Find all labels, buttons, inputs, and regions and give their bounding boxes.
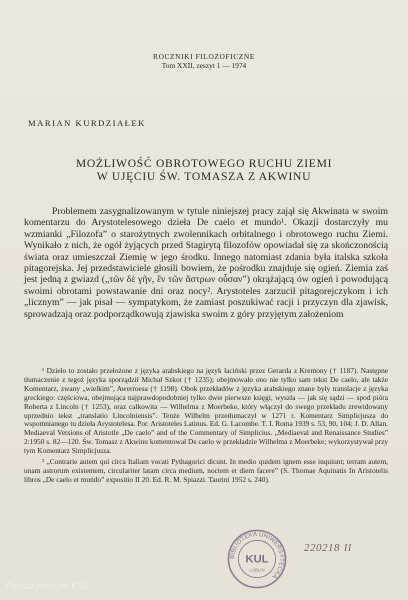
article-title-line-2: W UJĘCIU ŚW. TOMASZA Z AKWINU (96, 170, 312, 183)
journal-volume: Tom XXII, zeszyt 1 — 1974 (161, 61, 247, 70)
stamp-center-text: KUL (245, 553, 269, 566)
article-body (24, 206, 388, 320)
footnote-1: ¹ Dzieło to zostało przełożone z języka arabskiego na język łaciński przez Gerarda z Kremony († 1187). Następne tłumaczenie z tegoż języka sporządził Michał Szkot († 1235); obejmowało ono nie tylko sam tekst De caelo, ale także Komentarz, zwany „wielkim”, Awerroesa († 1198). Obok przekładów z języka arabskiego znane były translacje z języka greckiego: częściowa, obejmująca najprawdopodobniej tylko dwie pierwsze księgi, wyszła — jak się sądzi — spod pióra Roberta z Lincoln († 1253), oraz całkowita — Wilhelma z Moerbeke, który włączył do swego przekładu zrewidowany uprzednio tekst „translatio Lincolniensis”. Tenże Wilhelm przetłumaczył w 1271 r. Komentarz Simplicjusza do wspomnianego tu dzieła Arystotelesa. Por. Aristoteles Latinus. Ed. G. Lacombe. T. I. Roma 1939 s. 53, 90, 104; J. D. Allan. Mediaeval Versions of Aristotle „De caelo” and of the Commentary of Simplicius. „Mediaeval and Renaissance Studies” 2:1950 s. 82—120. Św. Tomasz z Akwinu komentował De caelo w przekładzie Wilhelma z Moerbeke; wykorzystywał przy tym Komentarz Simplicjusza. (24, 366, 388, 456)
footnote-2: ² „Contrarie autem qui circa Italiam vocati Pythagorici dicunt. In medio quidem ignem esse inquiunt; terram autem, unam astrorum existentem, circulariter latam circa medium, noctem et diem facere” (S. Thomae Aquinatis In Aristotelis libros „De caelo et mundo” expositio II 20. Ed. R. M. Spiazzi. Taurini 1952 s. 240). (24, 457, 388, 484)
article-title (0, 157, 408, 183)
stamp-sub-text: LUBLIN (249, 567, 265, 573)
body-paragraph: Problemem zasygnalizowanym w tytule niniejszej pracy zajął się Akwinata w swoim komentarzu do Arystotelesowego dzieła De caelo et mundo¹. Okazji dostarczyły mu wzmianki „Filozofa” o starożytnych zwolennikach orbitalnego i obrotowego ruchu Ziemi. Wynikało z nich, że ogół żyjących przed Stagirytą filozofów opowiadał się za skończonością świata oraz umieszczał Ziemię w jego środku. Innego natomiast zdania była italska szkoła pitagorejska. Jej przedstawiciele głosili bowiem, że pośrodku znajduje się ogień. Ziemia zaś jest jedną z gwiazd („τῶν δὲ γῆν, ἓν τῶν ἄστρων οὖσαν”) okrążającą ów ogień i powodującą swoimi obrotami powstawanie dni oraz nocy². Arystoteles zarzucił pitagorejczykom i ich „licznym” — jak pisał — sympatykom, że zamiast poszukiwać racji i przyczyn dla zjawisk, sprowadzają oraz podporządkowują zjawiska swoim z góry przyjętym założeniom (24, 206, 388, 320)
article-author: MARIAN KURDZIAŁEK (28, 118, 146, 128)
repository-watermark: Repozytorium KUL (6, 581, 91, 592)
stamp-ring-text: BIBLIOTEKA UNIWERSYTECKA (228, 530, 285, 580)
shelfmark-number: 220218 (304, 542, 340, 554)
article-title-line-1: MOŻLIWOŚĆ OBROTOWEGO RUCHU ZIEMI (75, 157, 333, 170)
shelfmark (304, 542, 352, 554)
journal-name: ROCZNIKI FILOZOFICZNE (153, 52, 255, 61)
footnotes (24, 367, 388, 485)
journal-header (0, 52, 408, 70)
shelfmark-roman: II (344, 543, 352, 554)
library-stamp (226, 528, 288, 590)
